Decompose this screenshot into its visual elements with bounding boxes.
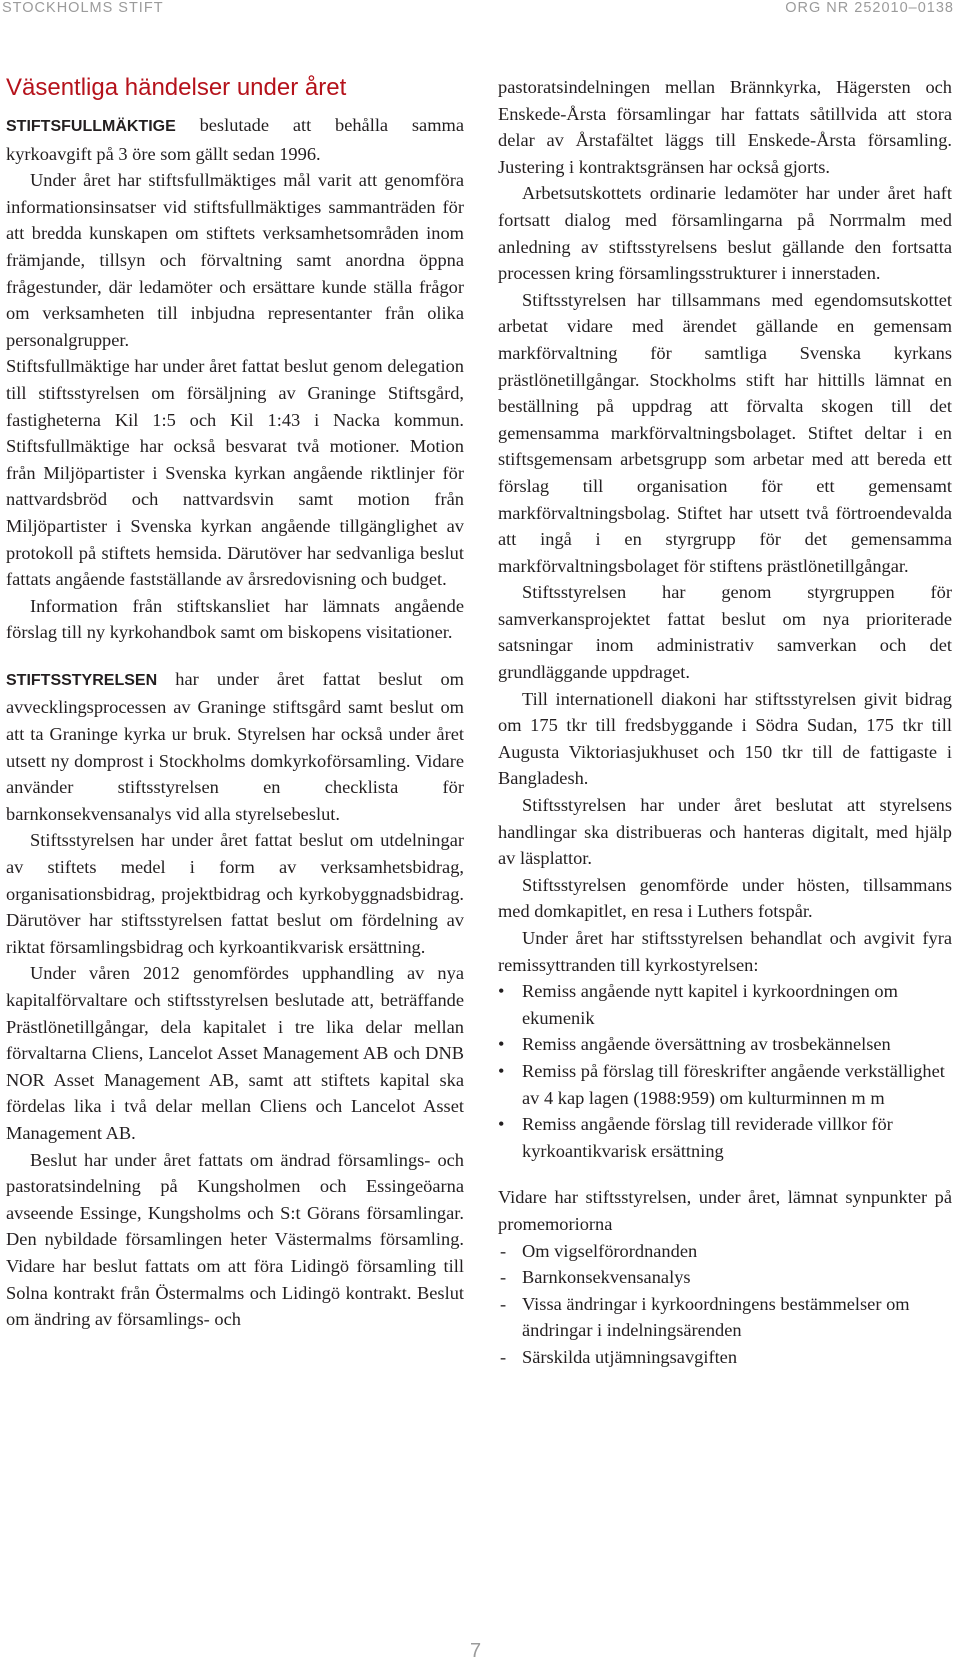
paragraph: Under våren 2012 genomfördes upphandling av nya kapitalförvaltare och stiftsstyrelsen beslutade att, beträffande Prästlönetillgångar, dela kapitalet i tre lika delar mellan förvaltarna Cliens, Lancelot Asset Management AB och DNB NOR Asset Management AB, samt att stiftets kapital ska fördelas lika i två delar mellan Cliens och Lancelot Asset Management AB.: [6, 963, 464, 1143]
lead-in-stiftsfullmaktige: STIFTSFULLMÄKTIGE: [6, 118, 176, 135]
paragraph-text: beslutade att behålla samma kyrkoavgift på 3 öre som gällt sedan 1996.: [6, 115, 464, 164]
paragraph-text: har under året fattat beslut om avvecklingsprocessen av Graninge stiftsgård samt beslut om att ta Graninge kyrka ur bruk. Styrelsen har också under året utsett ny domprost i Stockholms domkyrkoförsamling. Vidare använder stiftsstyrelsen en checklista för barnkonsekvensanalys vid alla styrelsebeslut.: [6, 668, 464, 824]
list-item: • Remiss angående nytt kapitel i kyrkoordningen om ekumenik: [498, 978, 952, 1031]
paragraph: Vidare har stiftsstyrelsen, under året, lämnat synpunkter på promemoriorna: [498, 1187, 952, 1234]
paragraph: Beslut har under året fattats om ändrad församlings- och pastoratsindelning på Kungsholmen och Essingeöarna avseende Essinge, Kungsholms och S:t Görans församlingar. Den nybildade församlingen heter Västermalms församling. Vidare har beslut fattats om att föra Lidingö församling till Solna kontrakt från Östermalms och Lidingö kontrakt. Beslut om ändring av församlings- och: [6, 1149, 464, 1330]
paragraph: Till internationell diakoni har stiftsstyrelsen givit bidrag om 175 tkr till fredsbyggande i Södra Sudan, 175 tkr till Augusta Viktoriasjukhuset och 150 tkr till de fattigaste i Bangladesh.: [498, 688, 952, 789]
list-item: - Särskilda utjämningsavgiften: [498, 1344, 952, 1371]
list-item: - Vissa ändringar i kyrkoordningens bestämmelser om ändringar i indelningsärenden: [498, 1291, 952, 1344]
list-item: • Remiss angående förslag till reviderade villkor för kyrkoantikvarisk ersättning: [498, 1111, 952, 1164]
paragraph: Stiftsstyrelsen genomförde under hösten, tillsammans med domkapitlet, en resa i Luthers fotspår.: [498, 874, 952, 922]
lead-in-stiftsstyrelsen: STIFTSSTYRELSEN: [6, 671, 158, 689]
paragraph: Stiftsstyrelsen har under året fattat beslut om utdelningar av stiftets medel i form av verksamhetsbidrag, organisationsbidrag, projektbidrag och kyrkobyggnadsbidrag. Därutöver har stiftsstyrelsen fattat beslut om fördelning av riktat församlingsbidrag och kyrkoantikvarisk ersättning.: [6, 830, 464, 957]
list-item: • Remiss på förslag till föreskrifter angående verkställighet av 4 kap lagen (1988:959) om kulturminnen m m: [498, 1058, 952, 1111]
paragraph: [6, 666, 464, 828]
right-column: [498, 74, 952, 1371]
paragraph: Stiftsstyrelsen har under året beslutat att styrelsens handlingar ska distribueras och hanteras digitalt, med hjälp av läsplattor.: [498, 795, 952, 869]
list-item: - Barnkonsekvensanalys: [498, 1264, 952, 1291]
paragraph: Arbetsutskottets ordinarie ledamöter har under året haft fortsatt dialog med församlingarna på Norrmalm med anledning av stiftsstyrelsens beslut gällande den fortsatta processen kring församlingsstrukturer i innerstaden.: [498, 183, 952, 284]
list-item: • Remiss angående översättning av trosbekännelsen: [498, 1031, 952, 1058]
promemoria-list: [498, 1238, 952, 1371]
paragraph: Stiftsstyrelsen har genom styrgruppen för samverkansprojektet fattat beslut om nya prioriterade satsningar inom administrativ samverkan och det grundläggande uppdraget.: [498, 582, 952, 683]
paragraph: Under året har stiftsstyrelsen behandlat och avgivit fyra remissyttranden till kyrkostyrelsen:: [498, 928, 952, 975]
paragraph: Stiftsstyrelsen har tillsammans med egendomsutskottet arbetat vidare med ärendet gällande en gemensam markförvaltning för samtliga Svenska kyrkans prästlönetillgångar. Stockholms stift har hittills lämnat en beställning på uppdrag att förvalta skogen till det gemensamma markförvaltningsbolaget. Stiftet deltar i en stiftsgemensam arbetsgrupp som arbetar med att bereda ett förslag till organisation för ett gemensamt markförvaltningsbolag. Stiftet har utsett två förtroendevalda att ingå i en styrgrupp för det gemensamma markförvaltningsbolaget för stiftens prästlönetillgångar.: [498, 289, 952, 576]
running-header-right: ORG NR 252010–0138: [785, 0, 954, 16]
section-title: Väsentliga händelser under året: [6, 74, 347, 101]
paragraph: Stiftsfullmäktige har under året fattat beslut genom delegation till stiftsstyrelsen om försäljning av Graninge Stiftsgård, fastigheterna Kil 1:5 och Kil 1:43 i Nacka kommun. Stiftsfullmäktige har också besvarat två motioner. Motion från Miljöpartister i Svenska kyrkan angående riktlinjer för nattvardsbröd och nattvardsvin samt motion från Miljöpartister i Svenska kyrkan angående tillgänglighet av protokoll på stiftets hemsida. Därutöver har sedvanliga beslut fattats angående fastställande av årsredovisning och budget.: [6, 356, 464, 590]
paragraph: [6, 112, 464, 167]
list-item: - Om vigselförordnanden: [498, 1238, 952, 1265]
paragraph: Information från stiftskansliet har lämnats angående förslag till ny kyrkohandbok samt om biskopens visitationer.: [6, 595, 464, 643]
paragraph: Under året har stiftsfullmäktiges mål varit att genomföra informationsinsatser vid stiftsfullmäktiges sammanträden för att bredda kunskapen om stiftets verksamhetsområden inom främjande, tillsyn och förvaltning samt anordna öppna frågestunder, där ledamöter och ersättare kunde ställa frågor om verksamheten till inbjudna representanter från olika personalgrupper.: [6, 170, 464, 350]
paragraph: pastoratsindelningen mellan Brännkyrka, Hägersten och Enskede-Årsta församlingar har fattats såtillvida att stora delar av Årstafältet läggs till Enskede-Årsta församling. Justering i kontraktsgränsen har också gjorts.: [498, 77, 952, 177]
left-column: [6, 112, 464, 1333]
page-number: 7: [470, 1640, 482, 1662]
remiss-list: [498, 978, 952, 1164]
running-header-left: STOCKHOLMS STIFT: [2, 0, 164, 16]
